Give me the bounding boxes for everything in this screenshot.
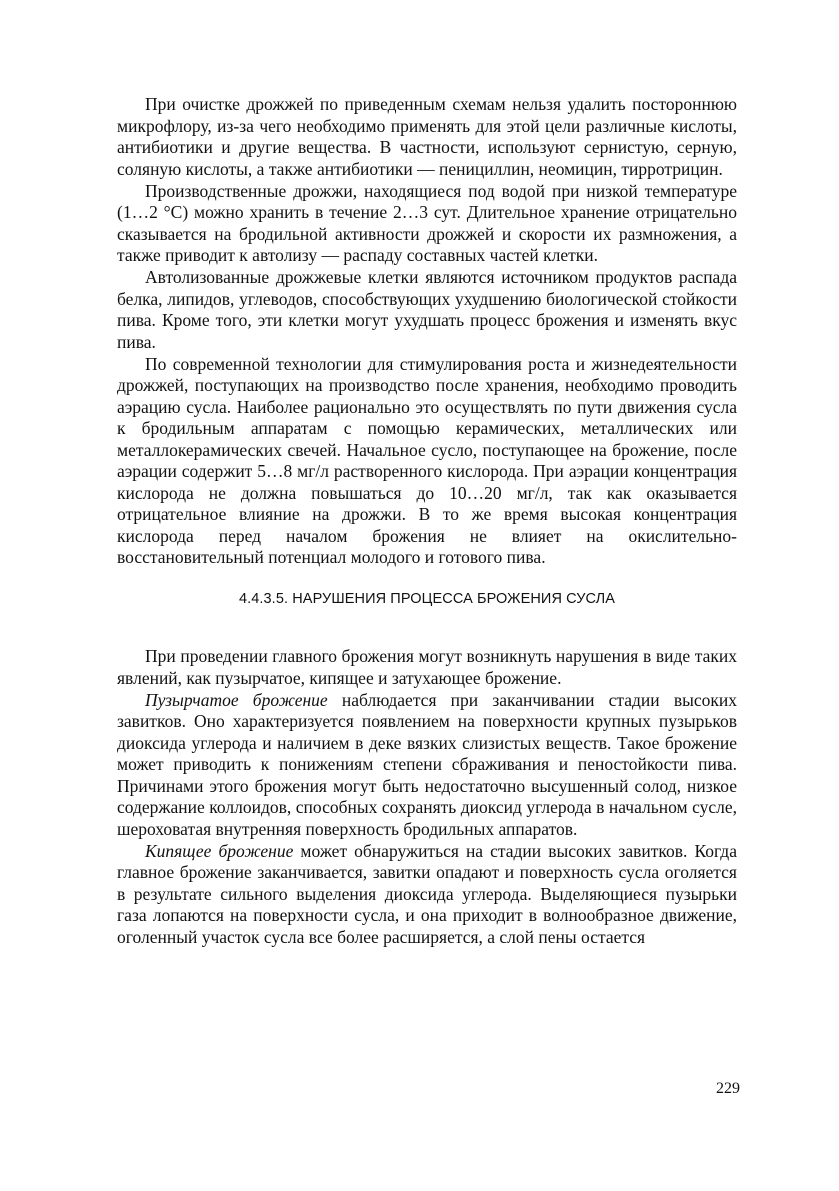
text-boiling-fermentation: может обнаружиться на стадии высоких завитков. Когда главное брожение заканчивается, завитки опадают и поверхность сусла оголяется в результате сильного выделения диоксида углерода. Выделяющиеся пузырьки газа лопаются на поверхности сусла, и она приходит в волнообразное движение, оголенный участок сусла все более расширяется, а слой пены остается xyxy=(117,840,737,947)
paragraph-yeast-storage: Производственные дрожжи, находящиеся под водой при низкой температуре (1…2 °С) можно хранить в течение 2…3 сут. Длительное хранение отрицательно сказывается на бродильной активности дрожжей и скорости их размножения, а также приводит к автолизу — распаду составных частей клетки. xyxy=(117,180,737,265)
term-bubbly-fermentation: Пузырчатое брожение xyxy=(145,689,328,710)
paragraph-intro: При проведении главного брожения могут возникнуть нарушения в виде таких явлений, как пузырчатое, кипящее и затухающее брожение. xyxy=(117,646,737,688)
paragraph-aeration: По современной технологии для стимулирования роста и жизнедеятельности дрожжей, поступающих на производство после хранения, необходимо проводить аэрацию сусла. Наиболее рационально это осуществлять по пути движения сусла к бродильным аппаратам с помощью керамических, металлических или металлокерамических свечей. Начальное сусло, поступающее на брожение, после аэрации содержит 5…8 мг/л растворенного кислорода. При аэрации концентрация кислорода не должна повышаться до 10…20 мг/л, так как оказывается отрицательное влияние на дрожжи. В то же время высокая концентрация кислорода перед началом брожения не влияет на окислительно-восстановительный потенциал молодого и готового пива. xyxy=(117,353,737,567)
body-text xyxy=(117,94,737,949)
paragraph-autolysis: Автолизованные дрожжевые клетки являются источником продуктов распада белка, липидов, углеводов, способствующих ухудшению биологической стойкости пива. Кроме того, эти клетки могут ухудшать процесс брожения и изменять вкус пива. xyxy=(117,267,737,352)
term-boiling-fermentation: Кипящее брожение xyxy=(145,840,294,861)
page-number: 229 xyxy=(716,1080,740,1097)
paragraph-bubbly-fermentation xyxy=(117,690,737,841)
paragraph-boiling-fermentation xyxy=(117,841,737,949)
text-bubbly-fermentation: наблюдается при заканчивании стадии высоких завитков. Оно характеризуется появлением на поверхности крупных пузырьков диоксида углерода и наличием в деке вязких слизистых веществ. Такое брожение может приводить к понижениям степени сбраживания и пеностойкости пива. Причинами этого брожения могут быть недостаточно высушенный солод, низкое содержание коллоидов, способных сохранять диоксид углерода в начальном сусле, шероховатая внутренняя поверхность бродильных аппаратов. xyxy=(117,689,737,839)
paragraph-yeast-cleaning: При очистке дрожжей по приведенным схемам нельзя удалить постороннюю микрофлору, из-за чего необходимо применять для этой цели различные кислоты, антибиотики и другие вещества. В частности, используют сернистую, серную, соляную кислоты, а также антибиотики — пенициллин, неомицин, тирротрицин. xyxy=(117,94,737,179)
section-heading: 4.4.3.5. НАРУШЕНИЯ ПРОЦЕССА БРОЖЕНИЯ СУСЛА xyxy=(238,590,616,607)
